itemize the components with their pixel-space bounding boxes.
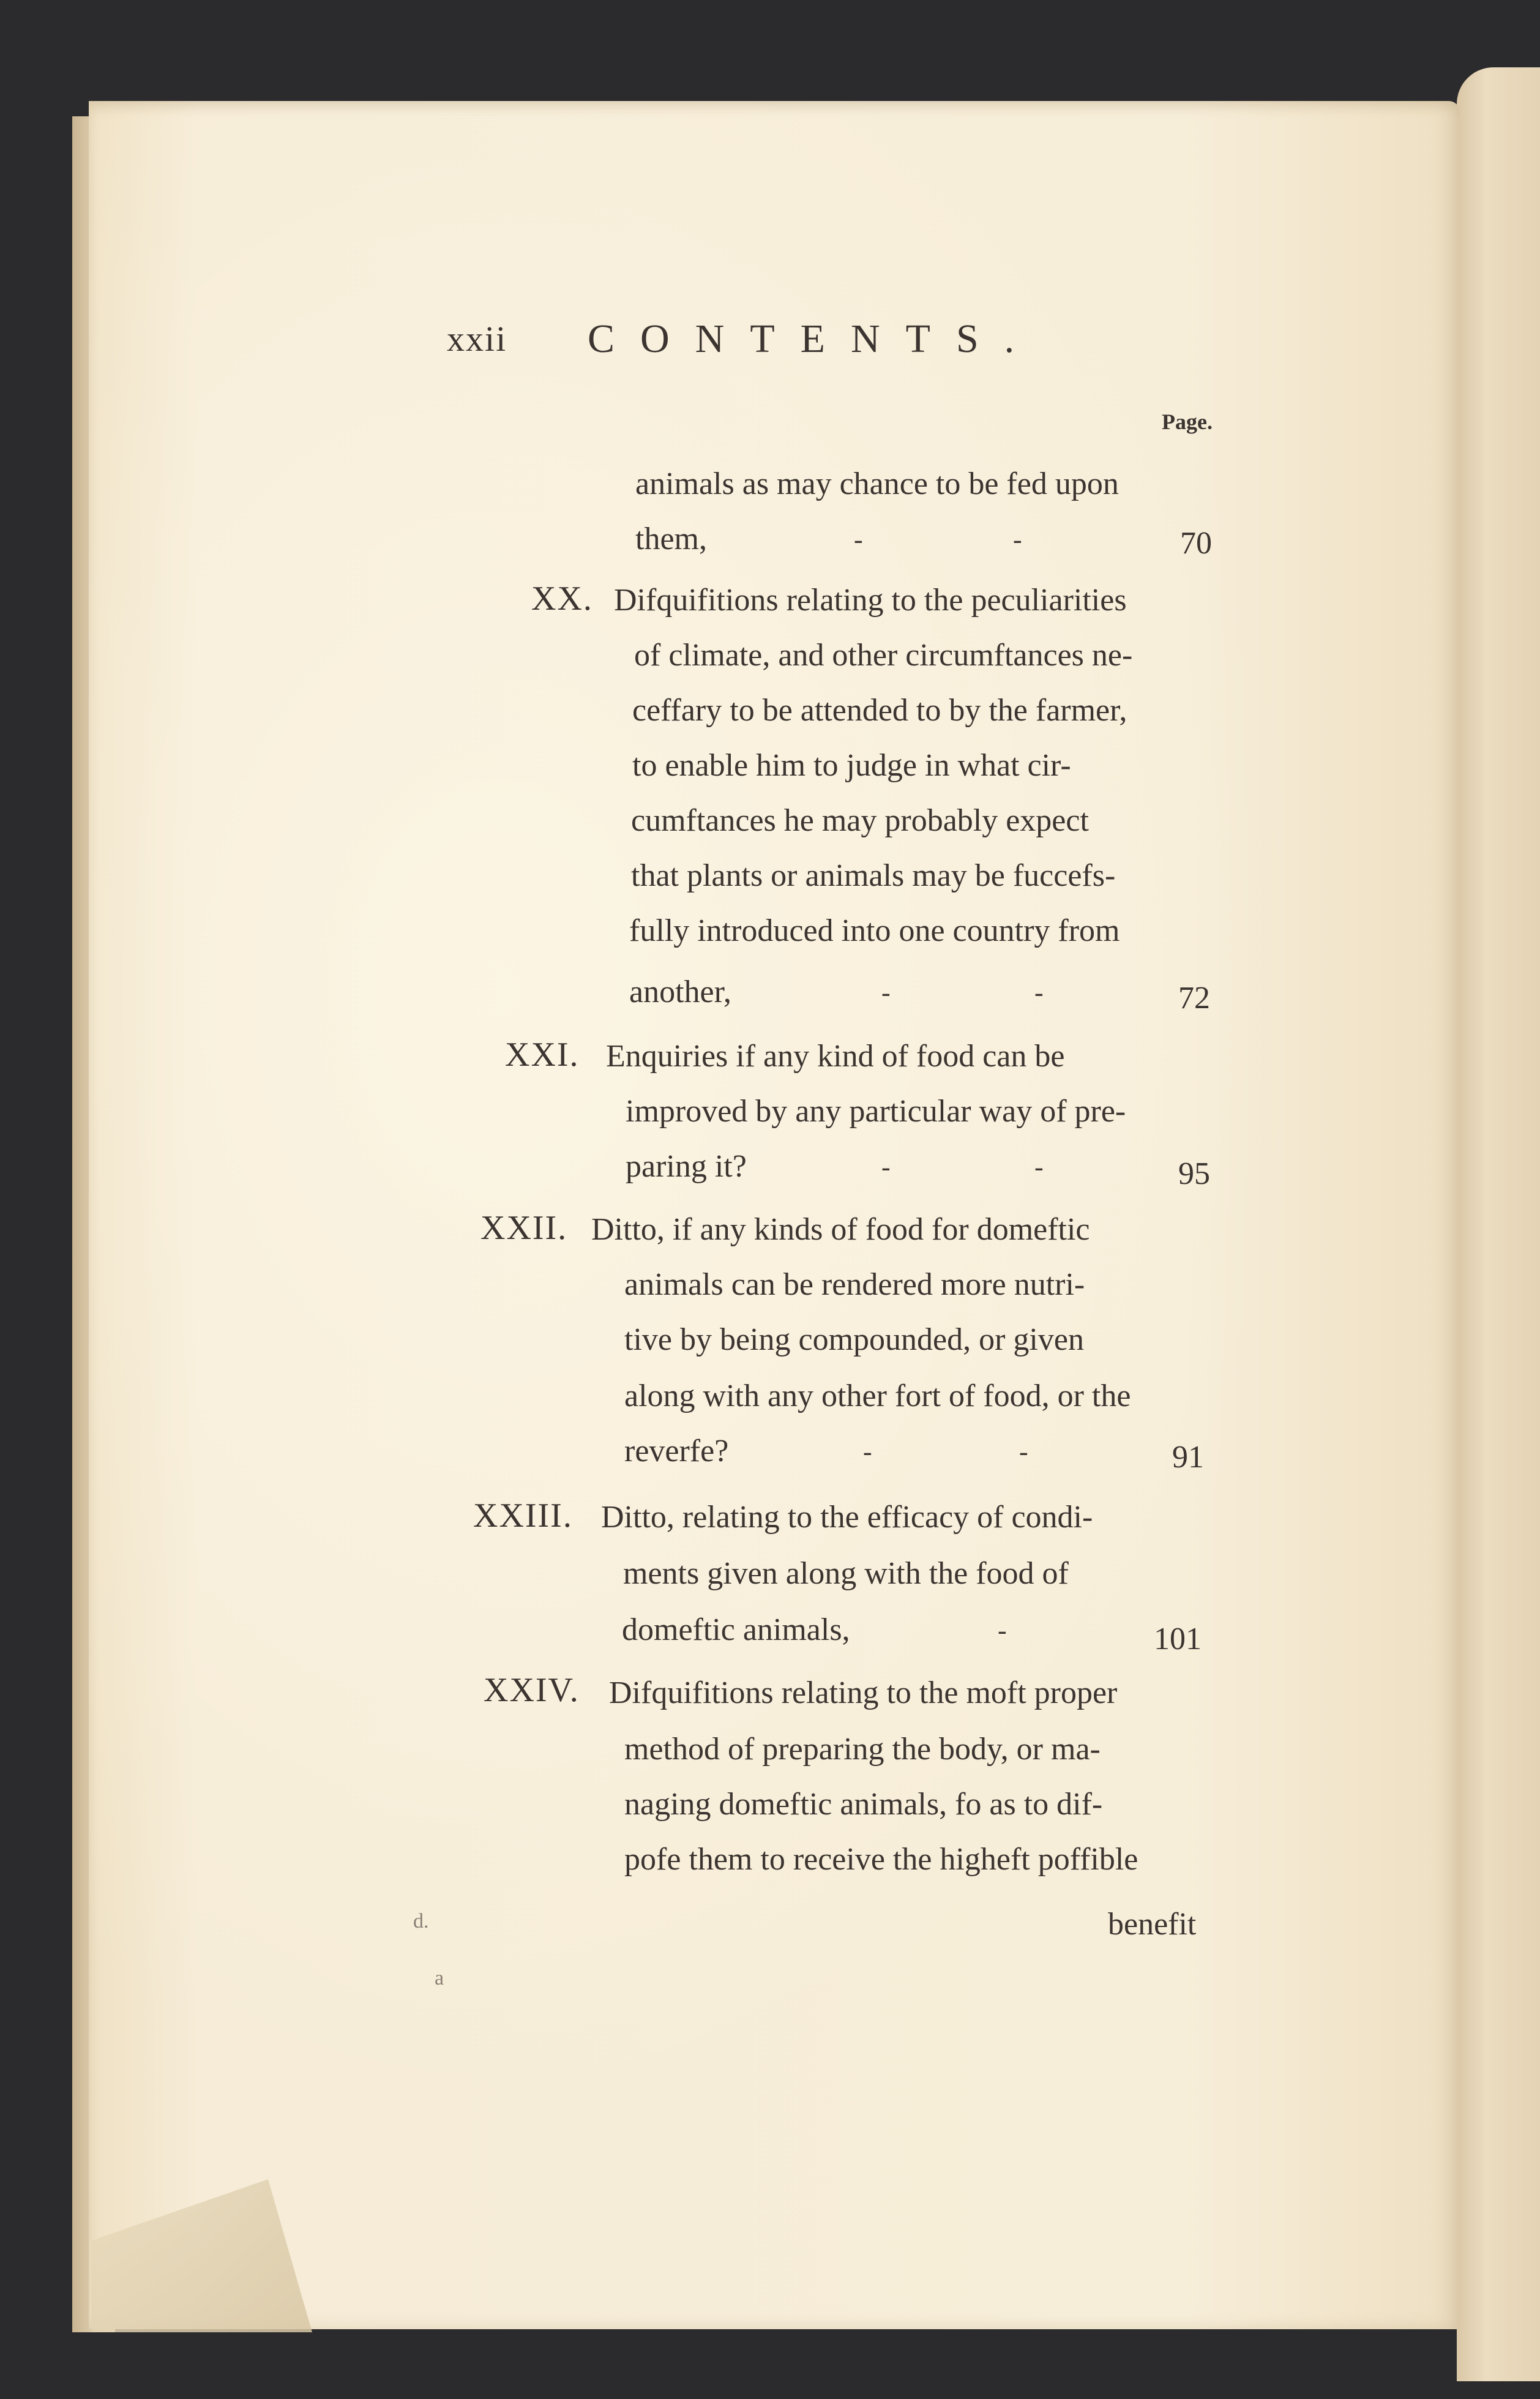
entry-numeral: XXIV.	[484, 1671, 580, 1709]
entry-line: tive by being compounded, or given	[624, 1322, 1084, 1357]
leader-dash: -	[881, 1152, 891, 1182]
entry-line: of climate, and other circumftances ne-	[634, 638, 1133, 673]
leader-dash: -	[1034, 1152, 1044, 1182]
entry-line: fully introduced into one country from	[629, 913, 1120, 948]
leader-dash: -	[1013, 525, 1022, 555]
entry-line: that plants or animals may be fuccefs-	[631, 858, 1116, 893]
leader-dash: -	[1034, 978, 1044, 1008]
entry-line: Difquifitions relating to the moft proper	[609, 1675, 1118, 1710]
entry-line: to enable him to judge in what cir-	[632, 748, 1071, 783]
leader-dash: -	[881, 978, 891, 1008]
catchword: benefit	[1108, 1907, 1197, 1942]
entry-line: animals as may chance to be fed upon	[635, 466, 1119, 501]
entry-page-number: 72	[1178, 981, 1210, 1016]
leader-dash: -	[863, 1437, 872, 1467]
entry-line: Difquifitions relating to the peculiarities	[614, 583, 1127, 618]
leader-dash: -	[854, 525, 863, 555]
entry-line: method of preparing the body, or ma-	[624, 1732, 1101, 1767]
faint-mark: a	[435, 1967, 444, 1989]
entry-page-number: 91	[1172, 1440, 1204, 1475]
entry-line: Ditto, relating to the efficacy of condi-	[601, 1500, 1093, 1535]
entry-line: domeftic animals,	[622, 1612, 850, 1647]
entry-line: along with any other fort of food, or the	[624, 1379, 1131, 1413]
page-title: CONTENTS.	[588, 316, 1041, 361]
entry-line: improved by any particular way of pre-	[626, 1094, 1126, 1129]
page-number: xxii	[447, 319, 507, 359]
entry-line: naging domeftic animals, fo as to dif-	[624, 1787, 1103, 1822]
entry-page-number: 101	[1154, 1622, 1202, 1656]
faint-mark: d.	[413, 1910, 429, 1933]
entry-line: reverfe?	[624, 1434, 729, 1469]
entry-numeral: XXII.	[480, 1209, 568, 1247]
entry-page-number: 70	[1180, 526, 1212, 561]
entry-page-number: 95	[1178, 1156, 1210, 1191]
entry-numeral: XX.	[531, 580, 593, 618]
entry-line: Enquiries if any kind of food can be	[606, 1039, 1065, 1074]
entry-line: Ditto, if any kinds of food for domeftic	[591, 1212, 1090, 1247]
entry-numeral: XXIII.	[473, 1497, 573, 1535]
running-header	[447, 318, 1132, 367]
entry-numeral: XXI.	[505, 1036, 580, 1074]
leader-dash: -	[1019, 1437, 1028, 1467]
entry-line: ceffary to be attended to by the farmer,	[632, 693, 1127, 728]
leader-dash: -	[998, 1615, 1007, 1645]
facing-page-edge	[1457, 67, 1540, 2381]
page-column-label: Page.	[1162, 410, 1213, 434]
entry-line: cumftances he may probably expect	[631, 803, 1089, 838]
entry-line: them,	[635, 522, 707, 556]
entry-line: paring it?	[626, 1149, 747, 1184]
entry-line: animals can be rendered more nutri-	[624, 1267, 1085, 1302]
entry-line: another,	[629, 975, 731, 1009]
entry-line: pofe them to receive the higheft poffible	[624, 1842, 1138, 1877]
entry-line: ments given along with the food of	[623, 1556, 1069, 1591]
